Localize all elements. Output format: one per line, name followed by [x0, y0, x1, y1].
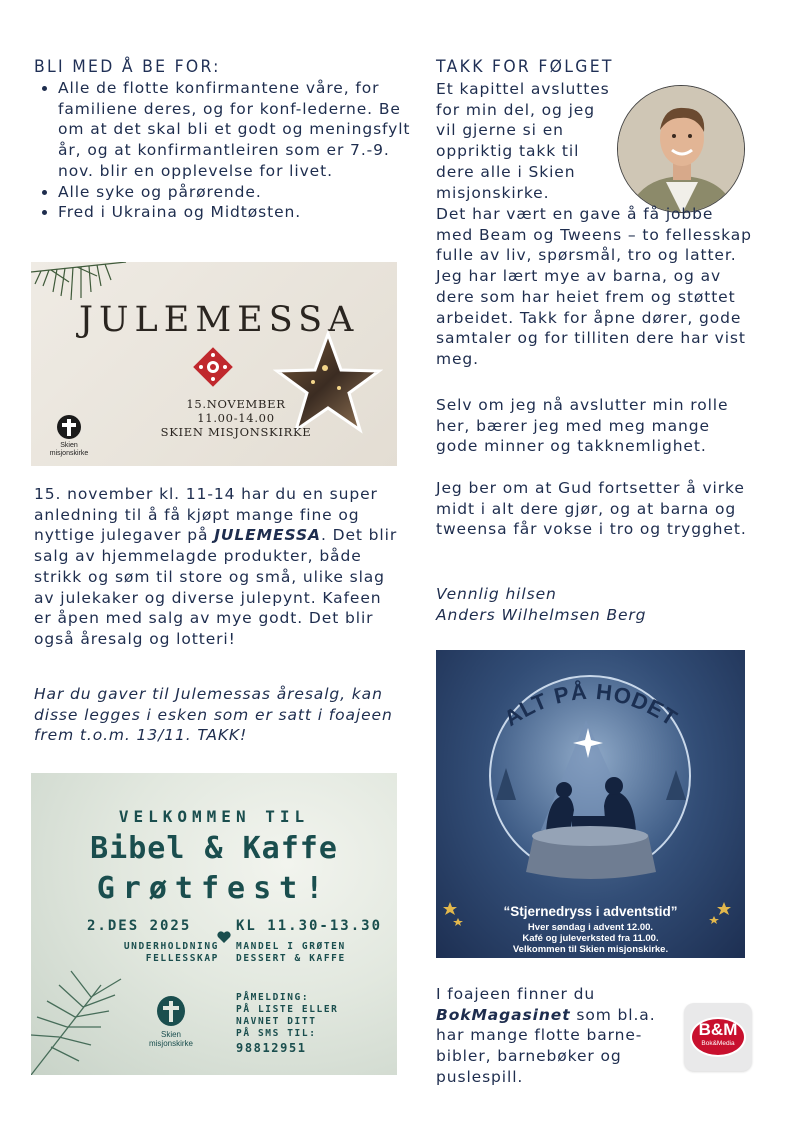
info-line: DESSERT & KAFFE — [236, 953, 346, 964]
logo-line: misjonskirke — [148, 1039, 193, 1048]
signup-phone: 98812951 — [236, 1041, 307, 1055]
grotfest-time: KL 11.30-13.30 — [236, 918, 383, 934]
bokmagasinet-emphasis: BokMagasinet — [436, 1005, 571, 1024]
prayer-heading: BLI MED Å BE FOR: — [34, 57, 221, 77]
text-span: I foajeen finner du — [436, 985, 596, 1003]
text-line: vil gjerne si en — [436, 121, 564, 140]
thanks-heading: TAKK FOR FØLGET — [436, 57, 614, 77]
signature-greeting: Vennlig hilsen — [436, 585, 557, 603]
thanks-paragraph-3: Selv om jeg nå avslutter min rolle her, bærer jeg med meg mange gode minner og takknemlighet. — [436, 396, 729, 456]
logo-sub-text: Bok&Media — [701, 1040, 735, 1047]
julemessa-title: JULEMESSA — [79, 300, 360, 340]
pine-branch-icon — [31, 965, 141, 1075]
text-span: 15. november kl. 11-14 har du en super anledning til å få kjøpt mange fine og nyttige julegaver på — [34, 485, 378, 545]
julemessa-paragraph — [34, 484, 402, 650]
detail-line: Hver søndag i advent 12.00. — [527, 922, 654, 933]
julemessa-poster — [31, 262, 397, 466]
julemessa-date: 15.NOVEMBER — [186, 397, 286, 411]
hodet-subtitle: “Stjernedryss i adventstid” — [503, 904, 678, 919]
detail-line: Velkommen til Skien misjonskirke. — [512, 944, 669, 955]
grotfest-title-line2: Grøtfest! — [96, 871, 332, 906]
church-logo-text — [143, 1030, 199, 1048]
grotfest-welcome: VELKOMMEN TIL — [118, 807, 310, 826]
bokmagasinet-paragraph — [436, 984, 676, 1088]
signup-line: PÅ SMS TIL: — [236, 1028, 317, 1039]
text-line: for min del, og jeg — [436, 100, 595, 119]
prayer-list — [34, 78, 428, 223]
arc-title: ALT PÅ HODET — [499, 678, 683, 732]
signature-name: Anders Wilhelmsen Berg — [436, 605, 647, 624]
person-portrait-icon — [618, 86, 745, 213]
detail-line: Kafé og juleverksted fra 11.00. — [522, 933, 659, 944]
text-line: Et kapittel avsluttes — [436, 80, 610, 98]
signup-line: NAVNET DITT — [236, 1016, 317, 1027]
snowflake-ornament-icon — [193, 347, 233, 387]
julemessa-emphasis: JULEMESSA — [214, 526, 321, 545]
logo-line: Skien — [160, 1030, 181, 1039]
text-line: dere alle i Skien — [436, 162, 576, 181]
text-line: misjonskirke. — [436, 183, 550, 202]
heart-icon — [217, 931, 231, 944]
text-span: som bl.a. har mange flotte barne-bibler, barnebøker og puslespill. — [436, 1005, 656, 1086]
logo-line: Skien — [60, 442, 78, 449]
text-span: . Det blir salg av hjemmelagde produkter, både strikk og søm til store og små, ulike slag av julekaker og diverse julepynt. Kafeen er åpen med salg av mye godt. Det blir også åresalg og lotteri! — [34, 526, 398, 648]
snow-globe-icon — [436, 650, 745, 900]
signature — [436, 584, 646, 625]
signup-line: PÅMELDING: — [236, 992, 310, 1003]
thanks-paragraph-2: Det har vært en gave å få jobbe med Beam og Tweens – to fellesskap fulle av liv, spørsmål, tro og latter. Jeg har lært mye av barna, og av dere som har heiet frem og støttet arbeidet. Takk for åpne dører, gode samtaler og for tilliten dere har vist meg. — [436, 205, 752, 368]
julemessa-time: 11.00-14.00 — [197, 411, 275, 425]
grotfest-left-info — [91, 941, 219, 965]
church-logo-icon — [156, 995, 186, 1027]
info-line: UNDERHOLDNING — [123, 941, 219, 952]
grotfest-poster — [31, 773, 397, 1075]
portrait-photo — [617, 85, 745, 213]
prayer-item: • Fred i Ukraina og Midtøsten. — [58, 202, 428, 223]
grotfest-date: 2.DES 2025 — [87, 918, 192, 934]
info-line: FELLESSKAP — [145, 953, 219, 964]
logo-main-text: B&M — [698, 1020, 738, 1039]
alt-pa-hodet-poster — [436, 650, 745, 958]
church-logo-text — [41, 442, 97, 458]
logo-line: misjonskirke — [49, 450, 89, 457]
julemessa-place: SKIEN MISJONSKIRKE — [160, 425, 312, 439]
thanks-paragraph-4: Jeg ber om at Gud fortsetter å virke midt i alt dere gjør, og at barna og tweensa får vokse i tro og trygghet. — [436, 479, 747, 539]
grotfest-right-info — [236, 941, 346, 965]
thanks-intro — [436, 79, 610, 203]
signup-line: PÅ LISTE ELLER — [236, 1004, 339, 1015]
prayer-item: • Alle syke og pårørende. — [58, 182, 428, 203]
grotfest-signup — [236, 992, 338, 1054]
julemessa-info — [121, 397, 351, 439]
prayer-item: • Alle de flotte konfirmantene våre, for familiene deres, og for konf-lederne. Be om at det skal bli et godt og meningsfylt år, og at konfirmantleiren som er 7.-9. nov. blir en opplevelse for livet. — [58, 78, 428, 182]
info-line: MANDEL I GRØTEN — [236, 941, 346, 952]
julemessa-note: Har du gaver til Julemessas åresalg, kan disse legges i esken som er satt i foajeen frem t.o.m. 13/11. TAKK! — [34, 685, 393, 745]
grotfest-title-line1: Bibel & Kaffe — [90, 831, 338, 866]
stars-decoration-icon — [436, 888, 745, 948]
text-line: oppriktig takk til — [436, 142, 580, 161]
bok-og-media-logo — [684, 1003, 752, 1071]
church-logo-icon — [56, 414, 82, 440]
